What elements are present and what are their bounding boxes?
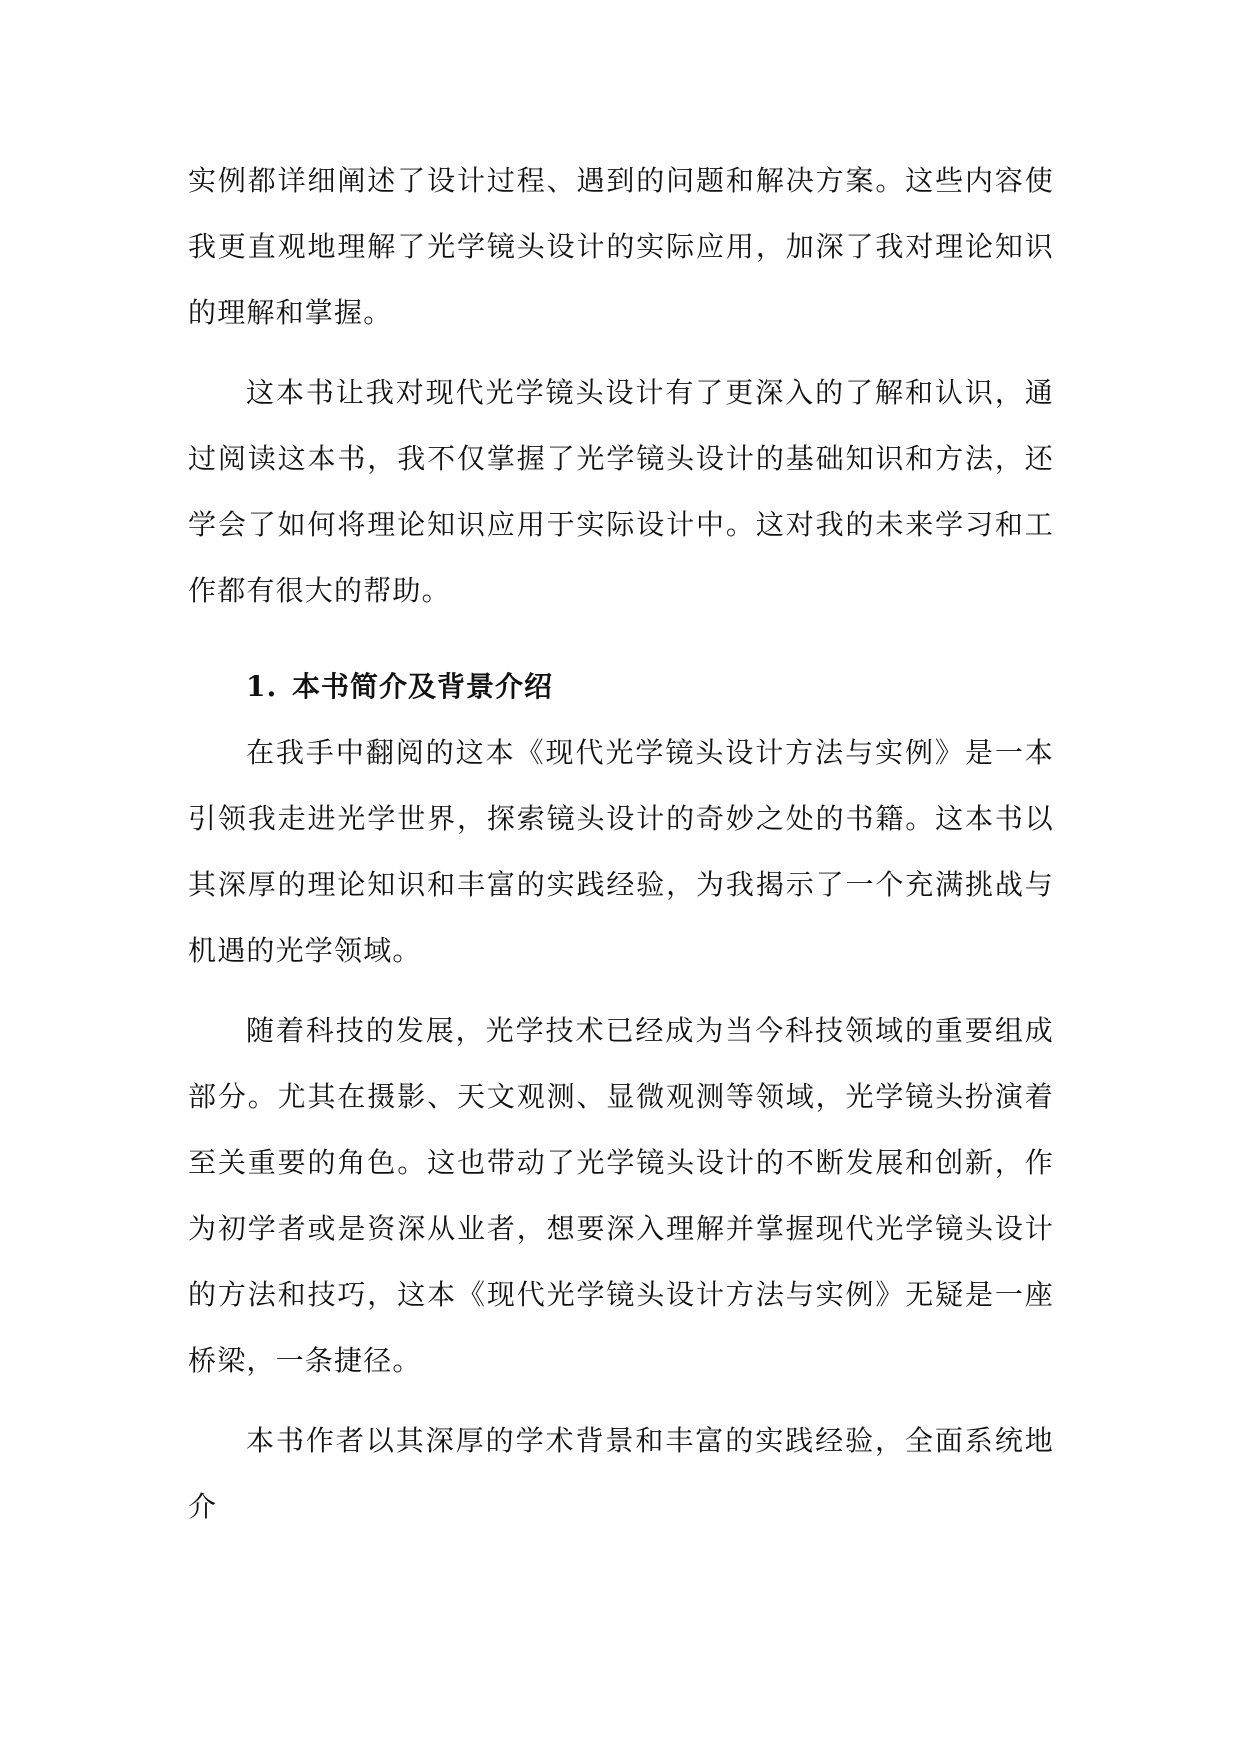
- section-heading: [188, 654, 1054, 720]
- paragraph-book-impression: 这本书让我对现代光学镜头设计有了更深入的了解和认识，通过阅读这本书，我不仅掌握了光学镜头设计的基础知识和方法，还学会了如何将理论知识应用于实际设计中。这对我的未来学习和工作都有很大的帮助。: [188, 376, 1054, 607]
- paragraph-author: 本书作者以其深厚的学术背景和丰富的实践经验，全面系统地介: [188, 1424, 1054, 1523]
- paragraph-gap: [188, 1394, 1054, 1408]
- paragraph-gap: [188, 346, 1054, 360]
- section-gap: [188, 624, 1054, 654]
- paragraph-background: 随着科技的发展，光学技术已经成为当今科技领域的重要组成部分。尤其在摄影、天文观测、显微观测等领域，光学镜头扮演着至关重要的角色。这也带动了光学镜头设计的不断发展和创新，作为初学者或是资深从业者，想要深入理解并掌握现代光学镜头设计的方法和技巧，这本《现代光学镜头设计方法与实例》无疑是一座桥梁，一条捷径。: [188, 1014, 1054, 1377]
- paragraph-continuation: 实例都详细阐述了设计过程、遇到的问题和解决方案。这些内容使我更直观地理解了光学镜头设计的实际应用，加深了我对理论知识的理解和掌握。: [188, 164, 1054, 329]
- paragraph-gap: [188, 984, 1054, 998]
- section-title: 本书简介及背景介绍: [292, 670, 554, 703]
- paragraph-book-intro: 在我手中翻阅的这本《现代光学镜头设计方法与实例》是一本引领我走进光学世界，探索镜头设计的奇妙之处的书籍。这本书以其深厚的理论知识和丰富的实践经验，为我揭示了一个充满挑战与机遇的光学领域。: [188, 736, 1054, 967]
- document-body: [188, 148, 1054, 1540]
- section-number: 1.: [246, 670, 278, 703]
